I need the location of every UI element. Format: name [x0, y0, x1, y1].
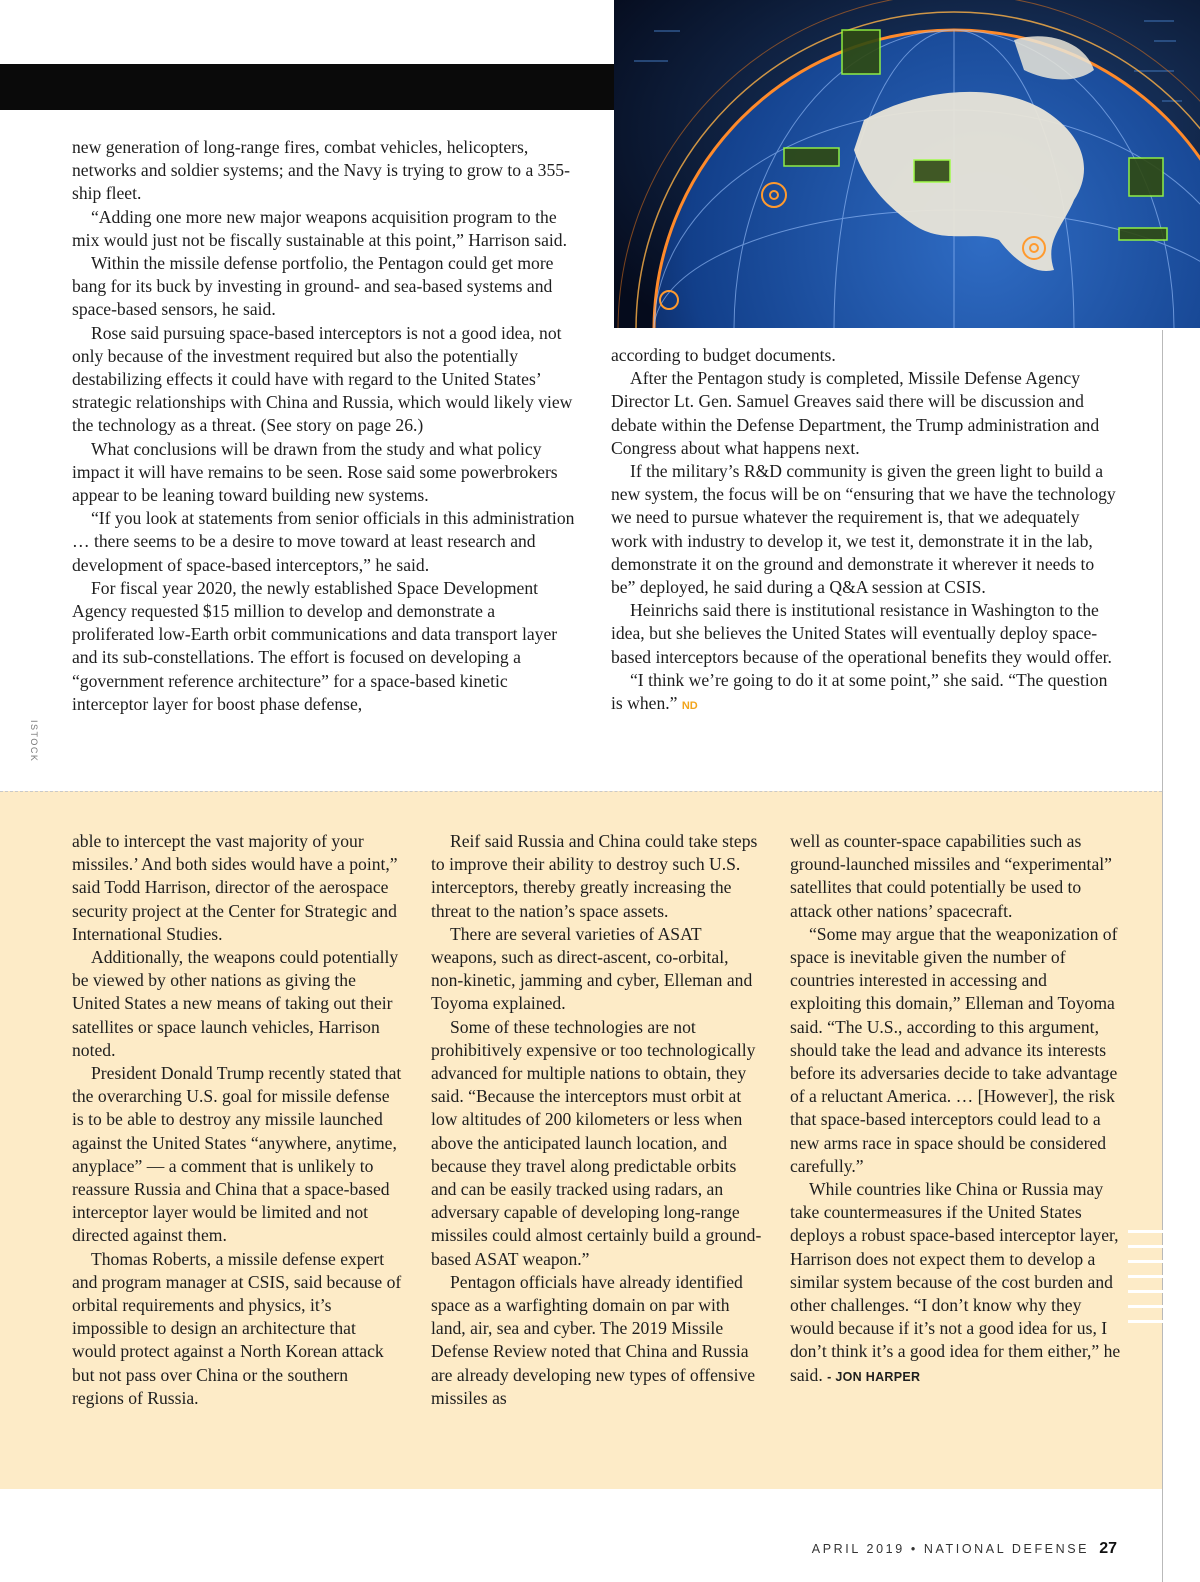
paragraph: Heinrichs said there is institutional resistance in Washington to the idea, but she believes the United States will eventually deploy space-based interceptors because of the operational benefits they would offer. [611, 600, 1112, 667]
main-story-column-2 [611, 344, 1119, 718]
closing-paragraph: While countries like China or Russia may take countermeasures if the United States deploys a robust space-based interceptor layer, Harrison does not expect them to develop a similar system because of the cost burden and other challenges. “I don’t know why they would because if it’s not a good idea for us, I don’t think it’s a good idea for them either,” he said. [790, 1179, 1121, 1385]
paragraph: If the military’s R&D community is given the green light to build a new system, the focus will be on “ensuring that we have the technology we need to pursue whatever the requirement is, that we adequately work with industry to develop it, we test it, demonstrate it in the lab, demonstrate it on the ground and demonstrate it wherever it needs to be” deployed, he said during a Q&A session at CSIS. [611, 461, 1116, 598]
paragraph [611, 669, 1119, 718]
right-margin-rule [1162, 330, 1163, 1582]
paragraph: Rose said pursuing space-based interceptors is not a good idea, not only because of the investment required but also the potentially destabilizing effects it could have with regard to the United States’ strategic relationships with China and Russia, which would likely view the technology as a threat. (See story on page 26.) [72, 322, 573, 436]
page-number: 27 [1099, 1540, 1117, 1557]
paragraph: What conclusions will be drawn from the study and what policy impact it will have remains to be seen. Rose said some powerbrokers appear to be leaning toward building new systems. [72, 438, 558, 506]
paragraph: well as counter-space capabilities such as ground-launched missiles and “experimental” satellites that could potentially be used to attack other nations’ spacecraft. [790, 831, 1112, 921]
paragraph: Some of these technologies are not prohibitively expensive or too technologically advanced for multiple nations to obtain, they said. “Because the interceptors must orbit at low altitudes of 200 kilometers or less when above the anticipated launch location, and because they travel along predictable orbits and can be easily tracked using radars, an adversary capable of developing long-range missiles could almost certainly build a ground-based ASAT weapon.” [431, 1016, 762, 1269]
magazine-name: NATIONAL DEFENSE [923, 1542, 1090, 1556]
paragraph: Pentagon officials have already identified space as a warfighting domain on par with land, air, sea and cyber. The 2019 Missile Defense Review noted that China and Russia are already developing new types of offensive missiles as [431, 1271, 756, 1408]
sidebar-column-3 [790, 830, 1122, 1389]
sidebar-column-1 [72, 830, 402, 1410]
globe-targeting-icon [614, 0, 1200, 328]
paragraph: There are several varieties of ASAT weapons, such as direct-ascent, co-orbital, non-kinetic, jamming and cyber, Elleman and Toyoma explained. [431, 923, 753, 1014]
main-story-column-1 [72, 136, 578, 716]
closing-quote: “I think we’re going to do it at some point,” she said. “The question is when.” [611, 669, 1108, 714]
paragraph [790, 1178, 1122, 1389]
paragraph: For fiscal year 2020, the newly established Space Development Agency requested $15 million to develop and demonstrate a proliferated low-Earth orbit communications and data transport layer and its sub-constellations. The effort is focused on developing a “government reference architecture” for a space-based kinetic interceptor layer for boost phase defense, [72, 577, 558, 714]
sidebar-column-2 [431, 830, 763, 1410]
paragraph: President Donald Trump recently stated that the overarching U.S. goal for missile defense is to be able to destroy any missile launched against the United States “anywhere, anytime, anyplace” — a comment that is unlikely to reassure Russia and China that a space-based interceptor layer would be limited and not directed against them. [72, 1063, 402, 1246]
byline: - JON HARPER [827, 1369, 921, 1384]
paragraph: new generation of long-range fires, combat vehicles, helicopters, networks and soldier systems; and the Navy is trying to grow to a 355-ship fleet. [72, 137, 570, 204]
paragraph: Reif said Russia and China could take steps to improve their ability to destroy such U.S. interceptors, thereby greatly increasing the threat to the nation’s space assets. [431, 831, 758, 921]
paragraph: according to budget documents. [611, 345, 836, 365]
paragraph: After the Pentagon study is completed, Missile Defense Agency Director Lt. Gen. Samuel Greaves said there will be discussion and debate within the Defense Department, the Trump administration and Congress about what happens next. [611, 368, 1100, 458]
section-header-bar [0, 64, 614, 110]
paragraph: Within the missile defense portfolio, the Pentagon could get more bang for its buck by investing in ground- and sea-based systems and space-based sensors, he said. [72, 253, 554, 320]
end-mark: ND [681, 700, 698, 713]
decorative-stripes [1128, 1230, 1200, 1330]
issue-date: APRIL 2019 [811, 1542, 905, 1556]
photo-credit: ISTOCK [29, 720, 39, 763]
paragraph: “Adding one more new major weapons acquisition program to the mix would just not be fiscally sustainable at this point,” Harrison said. [72, 206, 567, 250]
paragraph: “If you look at statements from senior officials in this administration … there seems to be a desire to move toward at least research and development of space-based interceptors,” he said. [72, 508, 575, 575]
paragraph: able to intercept the vast majority of your missiles.’ And both sides would have a point,” said Todd Harrison, director of the aerospace security project at the Center for Strategic and International Studies. [72, 831, 398, 944]
paragraph: Additionally, the weapons could potentially be viewed by other nations as giving the United States a new means of taking out their satellites or space launch vehicles, Harrison noted. [72, 947, 399, 1060]
paragraph: Thomas Roberts, a missile defense expert and program manager at CSIS, said because of orbital requirements and physics, it’s impossible to design an architecture that would protect against a North Korean attack but not pass over China or the southern regions of Russia. [72, 1248, 402, 1408]
paragraph: “Some may argue that the weaponization of space is inevitable given the number of countries interested in accessing and exploiting this domain,” Elleman and Toyoma said. “The U.S., according to this argument, should take the lead and advance its interests before its adversaries decide to take advantage of a reluctant America. … [However], the risk that space-based interceptors could lead to a new arms race in space should be considered carefully.” [790, 923, 1118, 1176]
footer-separator: • [910, 1542, 918, 1556]
page-footer [812, 1540, 1117, 1558]
globe-photo [614, 0, 1200, 328]
